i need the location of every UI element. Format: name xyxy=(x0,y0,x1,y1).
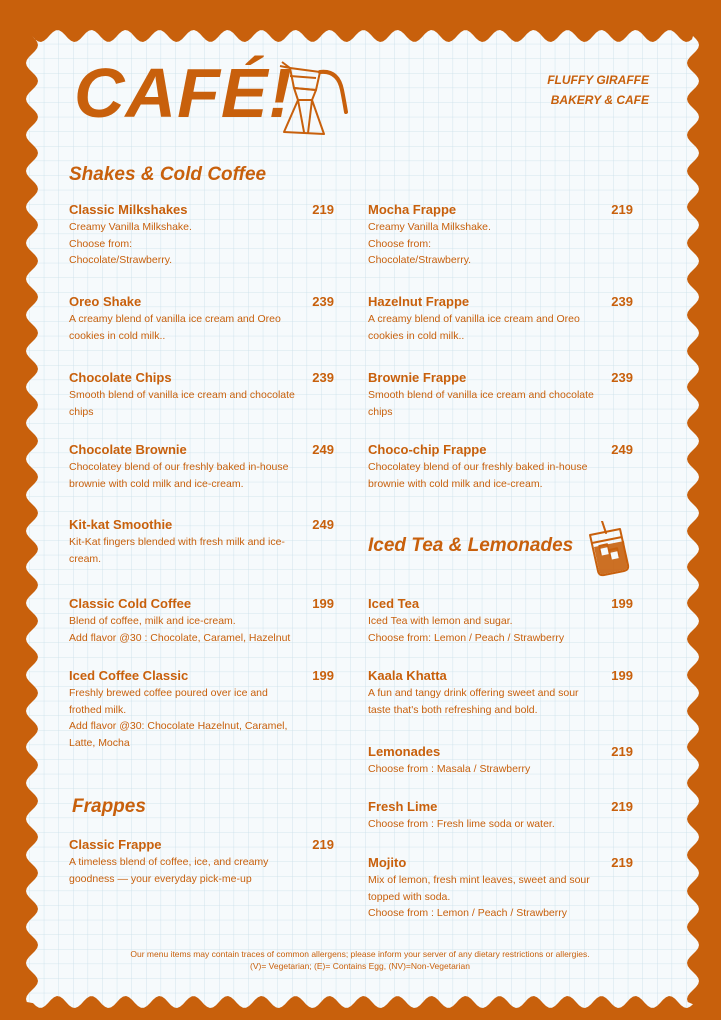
item-name: Classic Milkshakes xyxy=(69,202,188,217)
menu-item-iced-tea xyxy=(368,596,633,646)
item-price: 219 xyxy=(312,837,334,852)
item-name: Fresh Lime xyxy=(368,799,438,814)
item-price: 199 xyxy=(611,668,633,683)
item-name: Iced Coffee Classic xyxy=(69,668,189,683)
item-price: 199 xyxy=(312,668,334,683)
menu-item-chocolate-chips xyxy=(69,370,334,420)
item-description: A timeless blend of coffee, ice, and creamy goodness — your everyday pick-me-up xyxy=(69,856,269,885)
item-description: Choose from : Fresh lime soda or water. xyxy=(368,818,555,830)
item-price: 219 xyxy=(611,799,633,814)
item-name: Chocolate Chips xyxy=(69,370,172,385)
item-name: Lemonades xyxy=(368,744,441,759)
item-price: 249 xyxy=(312,517,334,532)
moka-pot-icon xyxy=(268,60,354,140)
item-name: Choco-chip Frappe xyxy=(368,442,487,457)
item-price: 249 xyxy=(312,442,334,457)
item-price: 199 xyxy=(312,596,334,611)
item-price: 239 xyxy=(611,370,633,385)
allergen-notice: Our menu items may contain traces of common allergens; please inform your server of any dietary restrictions or allergies. xyxy=(130,949,590,959)
item-price: 239 xyxy=(611,294,633,309)
item-description: Freshly brewed coffee poured over ice and frothed milk. Add flavor @30: Chocolate Hazelnut, Caramel, Latte, Mocha xyxy=(69,687,288,749)
menu-item-brownie-frappe xyxy=(368,370,633,420)
item-description: A creamy blend of vanilla ice cream and Oreo cookies in cold milk.. xyxy=(69,313,281,342)
item-name: Oreo Shake xyxy=(69,294,142,309)
menu-item-iced-coffee-classic xyxy=(69,668,334,751)
item-name: Brownie Frappe xyxy=(368,370,467,385)
menu-item-classic-milkshakes xyxy=(69,202,334,269)
item-description: A creamy blend of vanilla ice cream and Oreo cookies in cold milk.. xyxy=(368,313,580,342)
brand-title: CAFÉ! xyxy=(74,54,293,132)
item-description: Kit-Kat fingers blended with fresh milk and ice- cream. xyxy=(69,536,285,565)
item-name: Iced Tea xyxy=(368,596,420,611)
item-price: 219 xyxy=(312,202,334,217)
menu-item-oreo-shake xyxy=(69,294,334,344)
menu-item-chocochip-frappe xyxy=(368,442,633,492)
menu-item-mocha-frappe xyxy=(368,202,633,269)
brand-name: FLUFFY GIRAFFE xyxy=(547,73,649,87)
item-description: Chocolatey blend of our freshly baked in-house brownie with cold milk and ice-cream. xyxy=(69,461,289,490)
item-price: 239 xyxy=(312,370,334,385)
item-price: 219 xyxy=(611,202,633,217)
menu-item-lemonades xyxy=(368,744,633,778)
item-name: Kit-kat Smoothie xyxy=(69,517,173,532)
menu-item-kitkat-smoothie xyxy=(69,517,334,567)
section-title-iced-tea: Iced Tea & Lemonades xyxy=(368,535,574,556)
menu-item-classic-frappe xyxy=(69,837,334,887)
item-description: Mix of lemon, fresh mint leaves, sweet and sour topped with soda. Choose from : Lemon / Peach / Strawberry xyxy=(368,874,590,919)
item-description: Iced Tea with lemon and sugar. Choose from: Lemon / Peach / Strawberry xyxy=(368,615,565,644)
item-name: Classic Frappe xyxy=(69,837,162,852)
item-description: Smooth blend of vanilla ice cream and chocolate chips xyxy=(69,389,295,418)
item-name: Kaala Khatta xyxy=(368,668,447,683)
iced-drink-icon xyxy=(580,521,636,577)
item-description: Creamy Vanilla Milkshake. Choose from: Chocolate/Strawberry. xyxy=(368,221,491,266)
item-price: 219 xyxy=(611,744,633,759)
menu-item-fresh-lime xyxy=(368,799,633,833)
menu-item-chocolate-brownie xyxy=(69,442,334,492)
item-price: 249 xyxy=(611,442,633,457)
menu-item-mojito xyxy=(368,855,633,922)
diet-legend: (V)= Vegetarian; (E)= Contains Egg, (NV)=Non-Vegetarian xyxy=(250,961,470,971)
item-price: 199 xyxy=(611,596,633,611)
item-description: Blend of coffee, milk and ice-cream. Add flavor @30 : Chocolate, Caramel, Hazelnut xyxy=(69,615,291,644)
item-name: Chocolate Brownie xyxy=(69,442,187,457)
item-name: Hazelnut Frappe xyxy=(368,294,470,309)
item-description: A fun and tangy drink offering sweet and sour taste that's both refreshing and bold. xyxy=(368,687,579,716)
menu-item-kaala-khatta xyxy=(368,668,633,718)
brand-tagline: BAKERY & CAFE xyxy=(550,93,649,107)
item-description: Chocolatey blend of our freshly baked in-house brownie with cold milk and ice-cream. xyxy=(368,461,588,490)
item-description: Choose from : Masala / Strawberry xyxy=(368,763,531,775)
item-name: Mojito xyxy=(368,855,407,870)
item-name: Mocha Frappe xyxy=(368,202,457,217)
item-price: 239 xyxy=(312,294,334,309)
menu-item-hazelnut-frappe xyxy=(368,294,633,344)
item-description: Creamy Vanilla Milkshake. Choose from: Chocolate/Strawberry. xyxy=(69,221,192,266)
item-description: Smooth blend of vanilla ice cream and chocolate chips xyxy=(368,389,594,418)
item-price: 219 xyxy=(611,855,633,870)
menu-item-classic-cold-coffee xyxy=(69,596,334,646)
section-title-shakes: Shakes & Cold Coffee xyxy=(69,164,267,185)
item-name: Classic Cold Coffee xyxy=(69,596,192,611)
section-title-frappes: Frappes xyxy=(72,796,146,817)
